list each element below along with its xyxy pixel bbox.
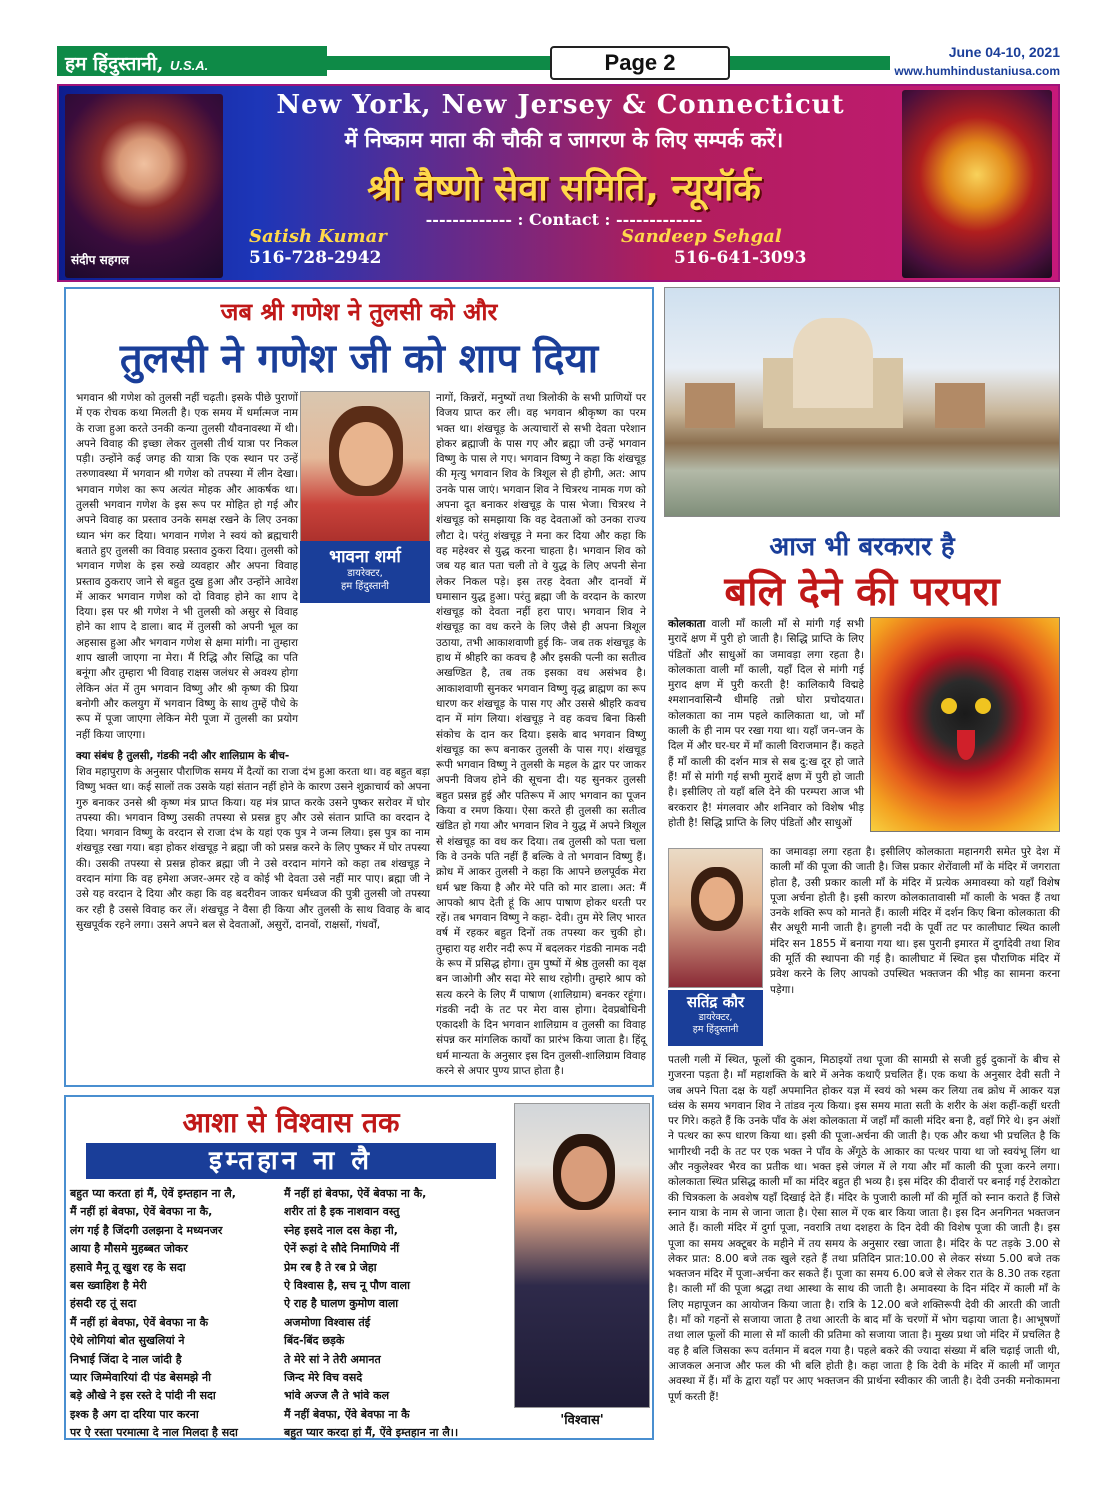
- poem-line: मैं नहीं हां बेवफा, ऐवें बेवफा ना कै,: [70, 1205, 213, 1219]
- article-column-1: भगवान श्री गणेश को तुलसी नहीं चढ़ती। इसके पीछे पुराणों में एक रोचक कथा मिलती है। एक समय में धर्मात्मज नाम के राजा हुआ करते उनकी कन्या तुलसी यौवनावस्था में थी। अपने विवाह की इच्छा लेकर तुलसी तीर्थ यात्रा पर निकल पड़ी। उन्होंने कई जगह की यात्रा कि एक स्थान पर उन्हें तरुणावस्था में भगवान श्री गणेश को तपस्या में लीन देखा। भगवान गणेश का रूप अत्यंत मोहक और आकर्षक था। तुलसी भगवान गणेश के इस रूप पर मोहित हो गई और अपने विवाह का प्रस्ताव उनके समक्ष रखने के लिए उनका ध्यान भंग कर दिया। भगवान गणेश ने स्वयं को ब्रह्मचारी बताते हुए तुलसी का विवाह प्रस्ताव ठुकरा दिया। तुलसी को भगवान गणेश के इस रुखे व्यवहार और अपना विवाह प्रस्ताव ठुकराए जाने से बहुत दुख हुआ और उन्होंने आवेश में आकर भगवान गणेश को दो विवाह होने का शाप दे दिया। इस पर श्री गणेश ने भी तुलसी को असुर से विवाह होने का शाप दे डाला। बाद में तुलसी को अपनी भूल का अहसास हुआ और भगवान गणेश से क्षमा मांगी। ना तुम्हारा शाप खाली जाएगा ना मेरा। मैं रिद्धि और सिद्धि का पति बनूंगा और तुम्हारा भी विवाह राक्षस जलंधर से अवश्य होगा लेकिन अंत में तुम भगवान विष्णु और श्री कृष्ण की प्रिया बनोगी और कलयुग में भगवान विष्णु के साथ तुम्हें पौधे के रूप में पूजा जाएगा लेकिन मेरी पूजा में तुलसी का प्रयोग नहीं किया जाएगा।: [76, 392, 298, 741]
- paper-name-text: हम हिंदुस्तानी,: [65, 53, 164, 75]
- poem-line: बस ख्वाहिश है मेरी: [70, 1279, 147, 1293]
- paper-suffix: U.S.A.: [170, 58, 209, 73]
- poem-line: ऐथे लोगियां बोत सुखलियां ने: [70, 1334, 185, 1348]
- banner-contact-label: ------------- : Contact : -------------: [425, 210, 703, 229]
- poem-line: हसावे मैनू तू खुश रह के सदा: [70, 1260, 186, 1274]
- article-column-2: नागों, किन्नरों, मनुष्यों तथा त्रिलोकी के सभी प्राणियों पर विजय प्राप्त कर ली। वह भगवान श्रीकृष्ण का परम भक्त था। शंखचूड़ के अत्याचारों से सभी देवता परेशान होकर ब्रह्माजी के पास गए और ब्रह्मा जी उन्हें भगवान विष्णु के पास ले गए। भगवान विष्णु ने कहा कि शंखचूड़ की मृत्यु भगवान शिव के त्रिशूल से ही होगी, अत: आप उनके पास जाएं। भगवान शिव ने चित्ररथ नामक गण को अपना दूत बनाकर शंखचूड़ के पास भेजा। चित्ररथ ने शंखचूड़ को समझाया कि वह देवताओं को उनका राज्य लौटा दे। परंतु शंखचूड़ ने मना कर दिया और कहा कि वह महेश्वर से युद्ध करना चाहता है। भगवान शिव को जब यह बात पता चली तो वे युद्ध के लिए अपनी सेना लेकर निकल पड़े। इस तरह देवता और दानवों में घमासान युद्ध हुआ। परंतु ब्रह्मा जी के वरदान के कारण शंखचूड़ को देवता नहीं हरा पाए। भगवान शिव ने शंखचूड़ का वध करने के लिए जैसे ही अपना त्रिशूल उठाया, तभी आकाशवाणी हुई कि- जब तक शंखचूड़ के हाथ में श्रीहरि का कवच है और इसकी पत्नी का सतीत्व अखण्डित है, तब तक इसका वध असंभव है। आकाशवाणी सुनकर भगवान विष्णु वृद्ध ब्राह्मण का रूप धारण कर शंखचूड़ के पास गए और उससे श्रीहरि कवच दान में मांग लिया। शंखचूड़ ने वह कवच बिना किसी संकोच के दान कर दिया। इसके बाद भगवान विष्णु शंखचूड़ का रूप बनाकर तुलसी के पास गए। शंखचूड़ रूपी भगवान विष्णु ने तुलसी के महल के द्वार पर जाकर अपनी विजय होने की सूचना दी। यह सुनकर तुलसी बहुत प्रसन्न हुई और पतिरूप में आए भगवान का पूजन किया व रमण किया। ऐसा करते ही तुलसी का सतीत्व खंडित हो गया और भगवान शिव ने युद्ध में अपने त्रिशूल से शंखचूड़ का वध कर दिया। तब तुलसी को पता चला कि वे उनके पति नहीं हैं बल्कि वे तो भगवान विष्णु हैं। क्रोध में आकर तुलसी ने कहा कि आपने छलपूर्वक मेरा धर्म भ्रष्ट किया है और मेरे पति को मार डाला। अत: मैं आपको श्राप देती हूं कि आप पाषाण होकर धरती पर रहें। तब भगवान विष्णु ने कहा- देवी। तुम मेरे लिए भारत वर्ष में रहकर बहुत दिनों तक तपस्या कर चुकी हो। तुम्हारा यह शरीर नदी रूप में बदलकर गंडकी नामक नदी के रूप में प्रसिद्ध होगा। तुम पुष्पों में श्रेष्ठ तुलसी का वृक्ष बन जाओगी और सदा मेरे साथ रहोगी। तुम्हारे श्राप को सत्य करने के लिए मैं पाषाण (शालिग्राम) बनकर रहूंगा। गंडकी नदी के तट पर मेरा वास होगा। देवप्रबोधिनी एकादशी के दिन भगवान शालिग्राम व तुलसी का विवाह संपन्न कर मांगलिक कार्यों का प्रारंभ किया जाता है। हिंदू धर्म मान्यता के अनुसार इस दिन तुलसी-शालिग्राम विवाह करने से अपार पुण्य प्राप्त होता है।: [436, 392, 646, 1078]
- article-headline: तुलसी ने गणेश जी को शाप दिया: [119, 336, 599, 382]
- poem-line: ते मेरे सां ने तेरी अमानत: [284, 1352, 381, 1366]
- article-tulsi-ganesh: [64, 287, 654, 1087]
- poem-line: आया है मौसमे मुहब्बत जोकर: [70, 1242, 188, 1256]
- author2-photo: [668, 848, 763, 988]
- banner-subtitle: में निष्काम माता की चौकी व जागरण के लिए सम्पर्क करें।: [344, 128, 784, 152]
- banner-region: New York, New Jersey & Connecticut: [276, 90, 845, 120]
- author2-name: सतिंद्र कौर: [686, 993, 745, 1011]
- poem-line: बहुत प्यार करदा हां मैं, ऐंवे इम्तहान ना लै।।: [284, 1426, 459, 1440]
- poem-line: ऐ विश्वास है, सच नू पौण वाला: [284, 1279, 410, 1293]
- page-label: Page 2: [550, 46, 730, 80]
- masthead-rule-right: [730, 56, 890, 70]
- poet-photo: [514, 1103, 650, 1408]
- poem-line: प्रेम रब है ते रब प्रे जेहा: [284, 1260, 377, 1274]
- kali-headline: बलि देने की परपरा: [724, 569, 1000, 615]
- author-org: हम हिंदुस्तानी: [341, 581, 389, 592]
- author-byline: [300, 541, 430, 603]
- kali-column-a: [668, 617, 864, 845]
- poem-line: मैं नहीं हां बेवफा, ऐवें बेवफा ना कै,: [284, 1187, 427, 1200]
- poem-line: स्नेह इसदे नाल दस केहा नी,: [284, 1223, 398, 1237]
- banner-org-name: श्री वैष्णो सेवा समिति, न्यूयॉर्क: [367, 168, 761, 209]
- poem-line: जिन्द मेरे विच वसदे: [284, 1371, 363, 1385]
- poem-line: ऐनें रूहां दे सौदे निमाणिये नीं: [284, 1242, 400, 1256]
- poem-title: इम्तहान ना लै: [86, 1143, 496, 1179]
- kali-idol-photo: [870, 617, 1060, 832]
- poem-column-1: [70, 1185, 280, 1443]
- paper-name: [57, 46, 327, 76]
- masthead-rule-left: [327, 56, 550, 70]
- poem-line: बड़े औखे ने इस रस्ते दे पांदी नी सदा: [70, 1389, 216, 1403]
- contact-phone-2: 516-641-3093: [674, 248, 807, 268]
- masthead: [57, 44, 1060, 84]
- author2-role: डायरेक्टर,: [698, 1012, 733, 1023]
- contact-name-1: Satish Kumar: [249, 226, 387, 247]
- poem-section: [64, 1095, 654, 1440]
- poem-line: मैं नहीं हां बेवफा, ऐवें बेवफा ना कै: [70, 1315, 209, 1329]
- website-link[interactable]: www.humhindustaniusa.com: [894, 64, 1060, 78]
- contact-phone-1: 516-728-2942: [249, 248, 382, 268]
- poem-line: अजमोणा विश्वास तंई: [284, 1315, 371, 1329]
- poet-caption: 'विश्वास': [560, 1413, 604, 1428]
- article-column-1-cont: [76, 605, 430, 747]
- kali-column-b: का जमावड़ा लगा रहता है। इसीलिए कोलकाता महानगरी समेत पुरे देश में काली माँ की पूजा की जाती है। जिस प्रकार शेरोंवाली माँ के मंदिर में जगराता होता है, उसी प्रकार काली माँ के मंदिर में प्रत्येक अमावस्या को यहाँ विशेष पूजा अर्चना होती है। इसी कारण कोलकातावासी माँ काली के भक्त हैं तथा उनके शक्ति रूप को मानते हैं। काली मंदिर में दर्शन किए बिना कोलकाता की सैर अधूरी मानी जाती है। हुगली नदी के पूर्वी तट पर कालीघाट स्थित काली मंदिर सन 1855 में बनाया गया था। इस पुरानी इमारत में दुर्गादेवी तथा शिव की मूर्ति की स्थापना की गई है। कालीघाट में स्थित इस पौराणिक मंदिर में प्रवेश करने के लिए आपको उपस्थित भक्तजन की भीड़ का सामना करना पड़ेगा।: [770, 846, 1060, 996]
- author-role: डायरेक्टर,: [347, 568, 383, 579]
- poem-line: शरीर तां है इक नाशवान वस्तु: [284, 1205, 400, 1219]
- singer-photo: [65, 94, 223, 278]
- kali-lead-bold: कोलकाता: [668, 618, 706, 630]
- article-subheading: क्या संबंध है तुलसी, गंडकी नदी और शालिग्राम के बीच-: [76, 750, 290, 762]
- poem-line: भांवे अज्ज लै ते भांवे कल: [284, 1389, 390, 1403]
- singer-photo-caption: संदीप सहगल: [71, 253, 129, 267]
- author2-org: हम हिंदुस्तानी: [692, 1024, 739, 1035]
- poem-column-2: [284, 1185, 510, 1443]
- poem-line: बिंद-बिंद छड़के: [284, 1334, 345, 1348]
- contact-name-2: Sandeep Sehgal: [621, 226, 782, 247]
- temple-photo: [664, 287, 1060, 517]
- kali-column-c: पतली गली में स्थित, फूलों की दुकान, मिठाइयों तथा पूजा की सामग्री से सजी हुई दुकानों के बीच से गुजरना पड़ता है। माँ महाशक्ति के बारे में अनेक कथाएँ प्रचलित हैं। एक कथा के अनुसार देवी सती ने जब अपने पिता दक्ष के यहाँ अपमानित होकर यज्ञ में स्वयं को भस्म कर लिया तब क्रोध में आकर यज्ञ ध्वंस के समय भगवान शिव ने तांडव नृत्य किया। इस समय माता सती के शरीर के अंश कहीं-कहीं धरती पर गिरे। कहते हैं कि उनके पाँव के अंश कोलकाता में जहाँ माँ काली मंदिर बना है, वहाँ गिरे थे। इन अंशों ने पत्थर का रूप धारण किया था। इसी की पूजा-अर्चना की जाती है। एक और कथा भी प्रचलित है कि भागीरथी नदी के तट पर एक भक्त ने पाँव के अँगूठे के आकार का पत्थर पाया था जो स्वयंभू लिंग था और नकुलेश्वर भैरव का प्रतीक था। भक्त इसे जंगल में ले गया और माँ काली की पूजा करने लगा। कोलकाता स्थित प्रसिद्ध काली माँ का मंदिर बहुत ही भव्य है। इस मंदिर की दीवारों पर बनाई गई टेराकोटा की चित्रकला के अवशेष यहाँ दिखाई देते हैं। मंदिर के पुजारी काली माँ की मूर्ति को स्नान कराते हैं जिसे स्नान यात्रा के नाम से जाना जाता है। ऐसा साल में एक बार किया जाता है। इस दिन अनगिनत भक्तजन आते हैं। काली मंदिर में दुर्गा पूजा, नवरात्रि तथा दशहरा के दिन देवी की विशेष पूजा की जाती है। इस पूजा का समय अक्टूबर के महीने में तय समय के अनुसार रखा जाता है। मंदिर के पट तड़के 3.00 से लेकर प्रात: 8.00 बजे तक खुले रहते हैं तथा प्रतिदिन प्रात:10.00 से लेकर संध्या 5.00 बजे तक भक्तजन मंदिर में पूजा-अर्चना कर सकते हैं। पूजा का समय 6.00 बजे से लेकर रात के 8.30 तक रहता है। काली माँ की पूजा श्रद्धा तथा आस्था के साथ की जाती है। अमावस्या के दिन मंदिर में काली माँ के लिए महापूजन का आयोजन किया जाता है। रात्रि के 12.00 बजे शक्तिरूपी देवी की आरती की जाती है। माँ को गहनों से सजाया जाता है तथा आरती के बाद माँ के चरणों में भोग चढ़ाया जाता है। आभूषणों तथा लाल फूलों की माला से माँ काली की प्रतिमा को सजाया जाता है। मुख्य प्रथा जो मंदिर में प्रचलित है वह है बलि जिसका रूप वर्तमान में बदल गया है। पहले बकरे की ज्यादा संख्या में बलि चढ़ाई जाती थी, आजकल अनाज और फल की भी बलि होती है। कहा जाता है कि देवी के मंदिर में काली माँ जागृत अवस्था में हैं। माँ के द्वारा यहाँ पर आए भक्तजन की प्रार्थना स्वीकार की जाती है। देवी उनकी मनोकामना पूर्ण करती हैं!: [668, 1054, 1060, 1403]
- issue-date: June 04-10, 2021: [948, 44, 1060, 60]
- poem-line: पर ऐ रस्ता परमात्मा दे नाल मिलदा है सदा: [70, 1426, 238, 1440]
- banner-ad: [57, 84, 1060, 282]
- poem-kicker: आशा से विश्वास तक: [182, 1106, 400, 1139]
- poem-line: मैं नहीं बेवफा, ऐंवे बेवफा ना कै: [284, 1407, 410, 1421]
- article-kicker: जब श्री गणेश ने तुलसी को और: [220, 298, 498, 326]
- poem-line: लंग गई है जिंदगी उलझना दे मध्यनजर: [70, 1223, 223, 1237]
- poem-line: प्यार जिम्मेवारियां दी पंड बेसमझे नी: [70, 1371, 211, 1385]
- poem-line: ऐ राह है घालण कुमोण वाला: [284, 1297, 399, 1311]
- poem-line: बहुत प्या करता हां मैं, ऐवें इम्तहान ना लै,: [70, 1187, 236, 1200]
- kali-kicker: आज भी बरकरार है: [769, 532, 955, 562]
- poem-line: हंसदी रह तूं सदा: [70, 1297, 137, 1311]
- poem-line: इश्क है अग दा दरिया पार करना: [70, 1407, 199, 1421]
- author2-byline: [668, 990, 763, 1046]
- kali-column-a-text: वाली माँ काली माँ से मांगी गई सभी मुरादें क्षण में पुरी हो जाती है। सिद्धि प्राप्ति के लिए पंडितों और साधुओं का जमावड़ा लगा रहता है। कोलकाता वाली माँ काली, यहाँ दिल से मांगी गई मुराद क्षण में पुरी करती है! कालिकायै विद्महे श्मशानवासिन्यै धीमहि तन्नो घोरा प्रचोदयात। कोलकाता का नाम पहले कालिकाता था, जो माँ काली के ही नाम पर रखा गया था। यहाँ जन-जन के दिल में और घर-घर में माँ काली विराजमान हैं। कहते हैं माँ काली की दर्शन मात्र से सब दु:ख दूर हो जाते हैं! माँ से मांगी गई सभी मुरादें क्षण में पुरी हो जाती है। इसीलिए तो यहाँ बलि देने की परम्परा आज भी बरकरार है! मंगलवार और शनिवार को विशेष भीड़ होती है! सिद्धि प्राप्ति के लिए पंडितों और साधुओं: [668, 618, 864, 829]
- author-name: भावना शर्मा: [329, 547, 401, 567]
- poem-line: निभाई जिंदा दे नाल जांदी है: [70, 1352, 182, 1366]
- article-column-1b: शिव महापुराण के अनुसार पौराणिक समय में दैत्यों का राजा दंभ हुआ करता था। वह बहुत बड़ा विष्णु भक्त था। कई सालों तक उसके यहां संतान नहीं होने के कारण उसने शुक्राचार्य को अपना गुरु बनाकर उनसे श्री कृष्ण मंत्र प्राप्त किया। यह मंत्र प्राप्त करके उसने पुष्कर सरोवर में घोर तपस्या की। भगवान विष्णु उसकी तपस्या से प्रसन्न हुए और उसे संतान प्राप्ति का वरदान दे दिया। भगवान विष्णु के वरदान से राजा दंभ के यहां एक पुत्र ने जन्म लिया। इस पुत्र का नाम शंखचूड़ रखा गया। बड़ा होकर शंखचूड़ ने ब्रह्मा जी को प्रसन्न करने के लिए पुष्कर में घोर तपस्या की। उसकी तपस्या से प्रसन्न होकर ब्रह्मा जी ने उसे वरदान मांगने को कहा तब शंखचूड़ ने वरदान मांगा कि वह हमेशा अजर-अमर रहे व कोई भी देवता उसे नहीं मार पाए। ब्रह्मा जी ने उसे यह वरदान दे दिया और कहा कि वह बदरीवन जाकर धर्मध्वज की पुत्री तुलसी जो तपस्या कर रही है उससे विवाह कर लें। शंखचूड़ ने वैसा ही किया और तुलसी के साथ विवाह के बाद सुखपूर्वक रहने लगा। उसने अपने बल से देवताओं, असुरों, दानवों, राक्षसों, गंधर्वों,: [76, 766, 430, 931]
